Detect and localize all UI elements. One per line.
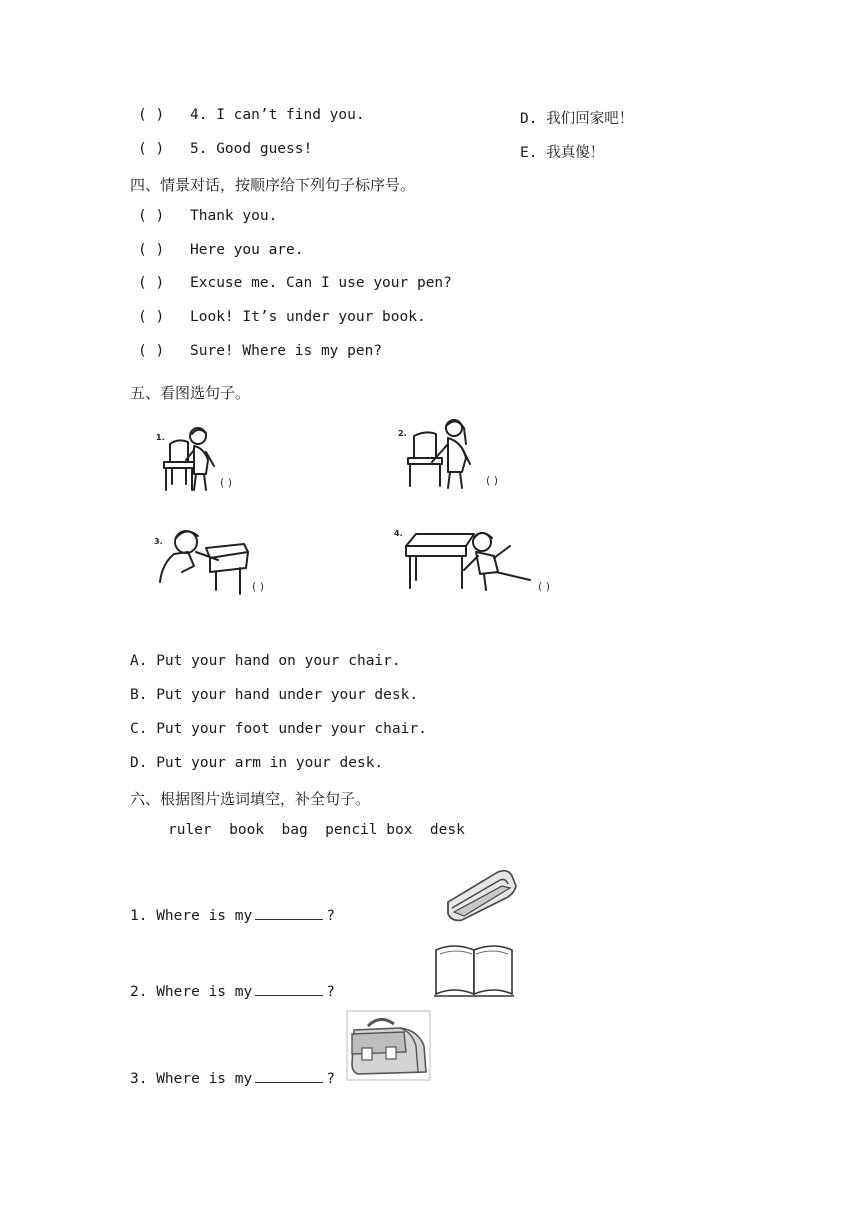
dialog-item [138,208,277,224]
picture-4-foot-under-desk [390,522,580,602]
section4-title: 四、情景对话，按顺序给下列句子标序号。 [130,176,416,194]
question-mark: ? [326,1071,335,1087]
question-text: 1. Where is my [130,908,253,924]
question-3 [130,1070,335,1087]
item-text: Look! It’s under your book. [190,309,426,325]
item-text: Excuse me. Can I use your pen? [190,275,452,291]
question-2 [130,983,335,1000]
answer-paren[interactable]: ( ) [138,343,165,359]
picture-paren[interactable]: ( ) [220,476,233,489]
answer-blank[interactable] [255,1070,323,1083]
question-mark: ? [326,908,335,924]
picture-paren[interactable]: ( ) [252,580,265,593]
answer-paren[interactable]: ( ) [138,141,165,157]
item-text: 5. Good guess! [190,141,313,157]
answer-letter: E. [520,145,538,161]
answer-text: 我真傻！ [546,145,605,161]
picture-1-hand-on-chair [150,420,260,495]
question-1 [130,907,335,924]
picture-number: 2. [398,429,407,438]
dialog-item [138,275,452,291]
picture-paren[interactable]: ( ) [486,474,499,487]
answer-paren[interactable]: ( ) [138,242,165,258]
word-bank: ruler book bag pencil box desk [168,822,465,838]
item-text: Thank you. [190,208,278,224]
answer-paren[interactable]: ( ) [138,208,165,224]
question-mark: ? [326,984,335,1000]
picture-number: 1. [156,433,165,442]
answer-letter: D. [520,111,538,127]
question-text: 3. Where is my [130,1071,253,1087]
option-c: C. Put your foot under your chair. [130,721,427,737]
item-text: 4. I can’t find you. [190,107,365,123]
item-text: Sure! Where is my pen? [190,343,383,359]
match-item-4 [138,107,365,123]
match-answer-d [520,107,633,128]
answer-paren[interactable]: ( ) [138,309,165,325]
answer-blank[interactable] [255,983,323,996]
option-d: D. Put your arm in your desk. [130,755,384,771]
picture-number: 3. [154,537,163,546]
dialog-item [138,242,304,258]
picture-3-arm-in-desk [148,520,288,605]
match-item-5 [138,141,312,157]
match-answer-e [520,141,604,162]
dialog-item [138,343,382,359]
option-b: B. Put your hand under your desk. [130,687,419,703]
section6-title: 六、根据图片选词填空，补全句子。 [130,790,371,808]
answer-paren[interactable]: ( ) [138,107,165,123]
picture-2-hand-under-chair [392,414,517,494]
picture-paren[interactable]: ( ) [538,580,551,593]
dialog-item [138,309,426,325]
book-icon [432,940,517,998]
question-text: 2. Where is my [130,984,253,1000]
bag-icon [346,1010,432,1082]
answer-text: 我们回家吧！ [546,111,634,127]
item-text: Here you are. [190,242,304,258]
answer-paren[interactable]: ( ) [138,275,165,291]
section5-title: 五、看图选句子。 [130,384,251,402]
pencil-box-icon [440,864,520,924]
picture-number: 4. [394,529,403,538]
answer-blank[interactable] [255,907,323,920]
option-a: A. Put your hand on your chair. [130,653,401,669]
